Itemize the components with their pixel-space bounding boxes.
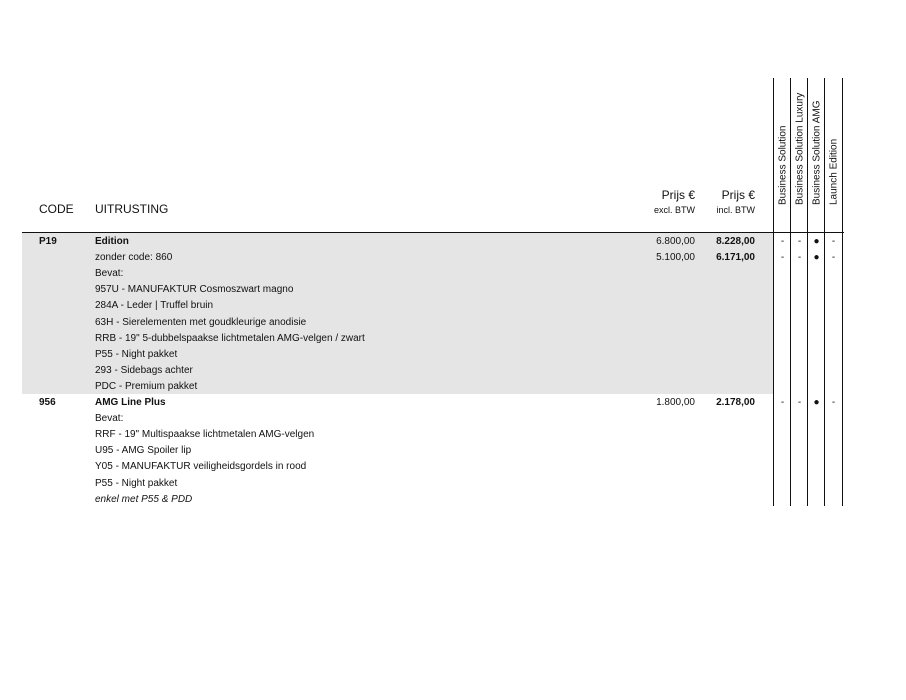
availability-mark: - [797,397,802,408]
availability-mark: ● [813,236,820,247]
row-description: AMG Line Plus [95,397,166,408]
column-divider [842,78,843,506]
header-price-excl-title: Prijs € [661,188,695,202]
availability-mark: - [780,397,785,408]
row-description: RRB - 19" 5-dubbelspaakse lichtmetalen AMG-velgen / zwart [95,333,365,344]
availability-mark: - [797,252,802,263]
row-description: 63H - Sierelementen met goudkleurige anodisie [95,317,307,328]
header-uitrusting: UITRUSTING [95,202,169,216]
availability-mark: ● [813,397,820,408]
column-header-launch-edition [825,78,842,216]
row-description: enkel met P55 & PDD [95,494,193,505]
column-label: Business Solution Luxury [794,92,805,205]
column-header-business-solution [774,78,791,216]
column-label: Business Solution [777,125,788,205]
availability-mark: - [780,252,785,263]
row-description: 293 - Sidebags achter [95,365,193,376]
row-price-incl: 2.178,00 [716,397,755,408]
row-description: 284A - Leder | Truffel bruin [95,300,214,311]
row-description: 957U - MANUFAKTUR Cosmoszwart magno [95,284,294,295]
column-header-business-solution-amg [808,78,825,216]
row-description: PDC - Premium pakket [95,381,198,392]
availability-mark: - [831,252,836,263]
header-price-excl-sub: excl. BTW [653,205,695,215]
row-price-incl: 6.171,00 [716,252,755,263]
column-divider [790,78,791,506]
availability-mark: - [780,236,785,247]
header-price-incl [716,188,755,215]
row-description: Bevat: [95,268,124,279]
row-description: zonder code: 860 [95,252,173,263]
column-divider [824,78,825,506]
row-description: Y05 - MANUFAKTUR veiligheidsgordels in rood [95,461,307,472]
availability-mark: - [831,397,836,408]
column-label: Business Solution AMG [811,100,822,205]
header-divider [22,232,844,233]
row-description: U95 - AMG Spoiler lip [95,445,192,456]
row-description: Edition [95,236,129,247]
row-description: P55 - Night pakket [95,349,178,360]
header-code: CODE [39,202,74,216]
row-description: RRF - 19" Multispaakse lichtmetalen AMG-velgen [95,429,315,440]
row-code: 956 [39,397,56,408]
availability-mark: - [797,236,802,247]
row-price-excl: 5.100,00 [656,252,695,263]
row-description: P55 - Night pakket [95,478,178,489]
row-price-excl: 6.800,00 [656,236,695,247]
column-header-business-solution-luxury [791,78,808,216]
row-description: Bevat: [95,413,124,424]
availability-mark: ● [813,252,820,263]
header-price-incl-sub: incl. BTW [716,205,755,215]
column-label: Launch Edition [828,138,839,205]
header-price-incl-title: Prijs € [721,188,755,202]
row-price-excl: 1.800,00 [656,397,695,408]
availability-mark: - [831,236,836,247]
row-code: P19 [39,236,57,247]
header-price-excl [654,188,695,215]
row-price-incl: 8.228,00 [716,236,755,247]
column-divider [773,78,774,506]
column-divider [807,78,808,506]
